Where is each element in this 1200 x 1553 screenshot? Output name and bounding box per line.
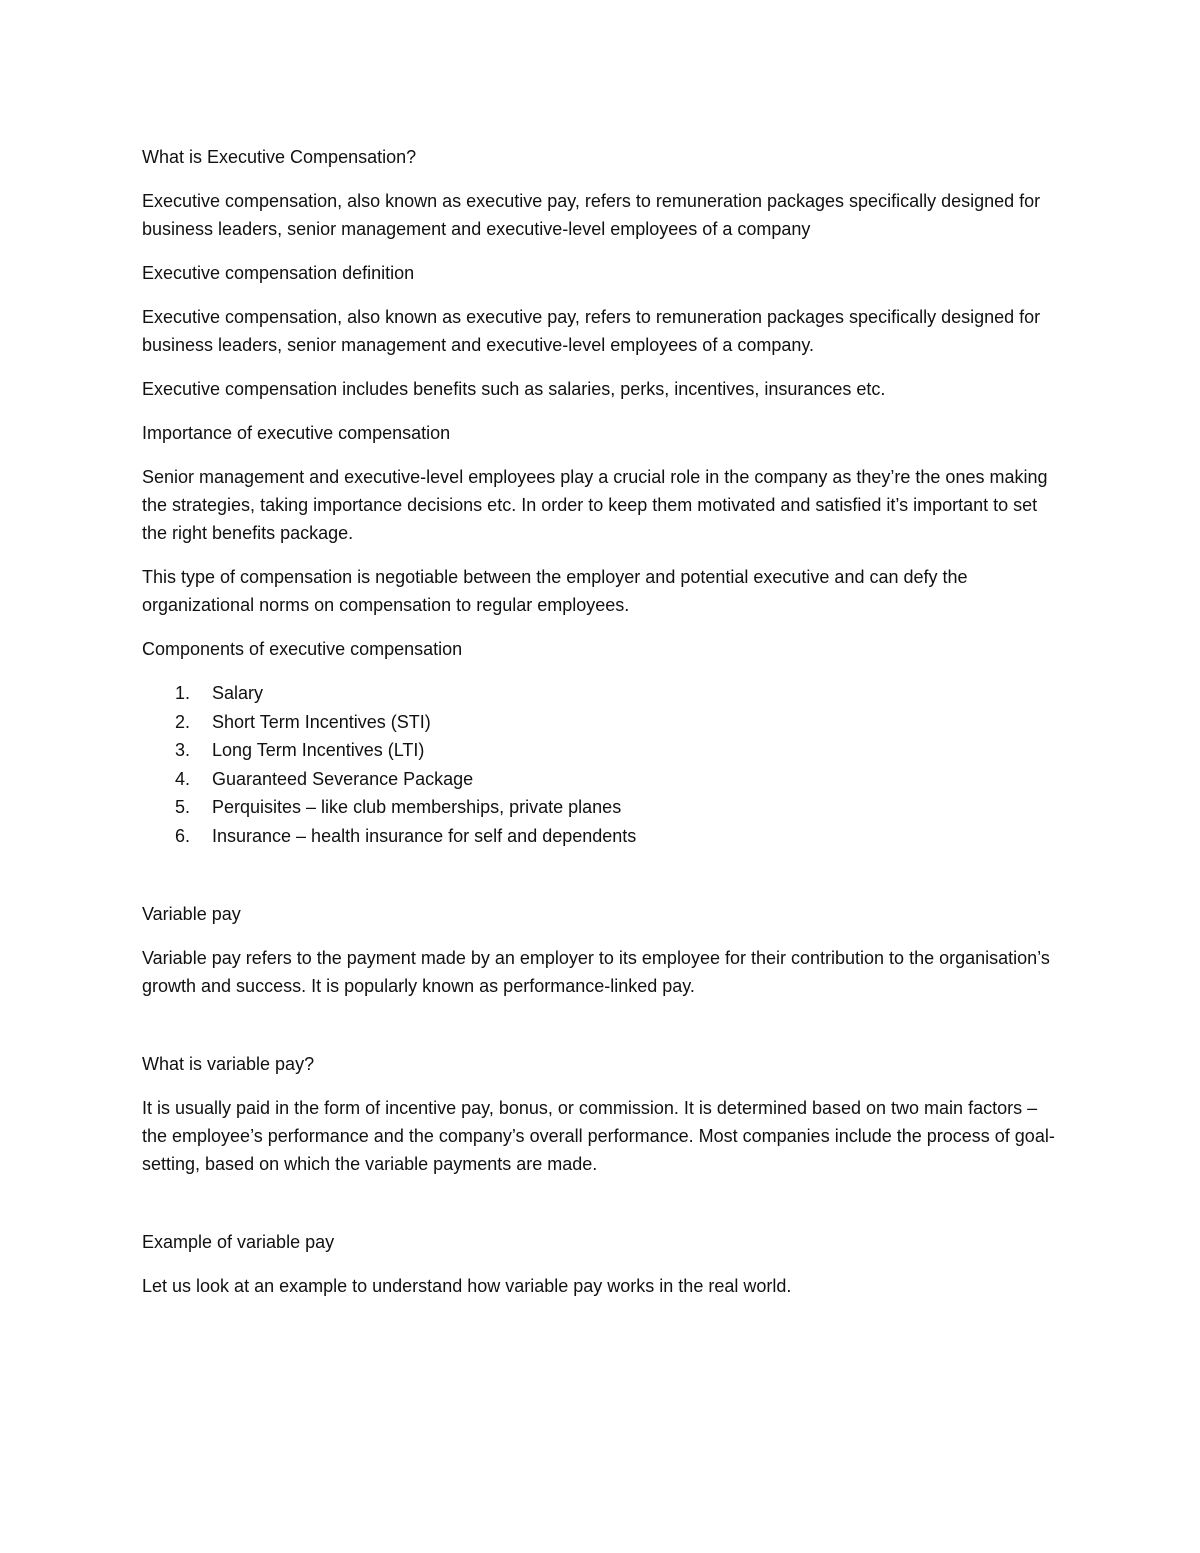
list-item-text: Short Term Incentives (STI) [212, 711, 431, 732]
list-item-number: 4. [175, 768, 191, 789]
paragraph-example: Let us look at an example to understand how variable pay works in the real world. [142, 1276, 792, 1296]
section-heading-components: Components of executive compensation [142, 639, 463, 659]
paragraph-variable-pay: Variable pay refers to the payment made by an employer to its employee for their contribution to the organisation’s growth and success. It is popularly known as performance-linked pay. [142, 948, 1050, 996]
list-item [142, 765, 1062, 794]
list-item-text: Insurance – health insurance for self and dependents [212, 825, 637, 846]
list-item-number: 5. [175, 797, 191, 817]
blank-line [142, 1016, 1062, 1050]
section-heading-variable-pay: Variable pay [142, 904, 241, 924]
section-heading-definition: Executive compensation definition [142, 263, 415, 283]
paragraph-negotiable: This type of compensation is negotiable between the employer and potential executive and can defy the organizational norms on compensation to regular employees. [142, 567, 968, 615]
list-item-text: Salary [212, 683, 264, 703]
list-item [142, 708, 1062, 737]
list-item-number: 1. [175, 683, 191, 703]
list-item [142, 679, 1062, 708]
list-item-text: Guaranteed Severance Package [212, 768, 474, 789]
components-list [142, 679, 1062, 850]
list-item-number: 2. [175, 711, 191, 732]
blank-line [142, 1194, 1062, 1228]
section-heading-importance: Importance of executive compensation [142, 423, 451, 443]
section-heading-what-is-variable-pay: What is variable pay? [142, 1054, 315, 1074]
blank-line [142, 866, 1062, 900]
paragraph-benefits: Executive compensation includes benefits such as salaries, perks, incentives, insurances etc. [142, 379, 886, 399]
list-item [142, 822, 1062, 851]
paragraph-importance: Senior management and executive-level employees play a crucial role in the company as they’re the ones making the strategies, taking importance decisions etc. In order to keep them motivated and satisfied it’s important to set the right benefits package. [142, 467, 1048, 543]
list-item [142, 793, 1062, 822]
paragraph-executive-compensation-intro: Executive compensation, also known as executive pay, refers to remuneration packages specifically designed for business leaders, senior management and executive-level employees of a company [142, 191, 1041, 239]
document-body [142, 143, 1062, 1316]
section-heading-what-is-executive-compensation: What is Executive Compensation? [142, 147, 417, 167]
list-item [142, 736, 1062, 765]
list-item-text: Long Term Incentives (LTI) [212, 740, 425, 760]
list-item-number: 6. [175, 825, 191, 846]
list-item-number: 3. [175, 740, 191, 760]
section-heading-example: Example of variable pay [142, 1232, 335, 1252]
paragraph-definition: Executive compensation, also known as executive pay, refers to remuneration packages specifically designed for business leaders, senior management and executive-level employees of a company. [142, 307, 1041, 355]
paragraph-what-is-variable-pay: It is usually paid in the form of incentive pay, bonus, or commission. It is determined based on two main factors – the employee’s performance and the company’s overall performance. Most companies include the process of goal-setting, based on which the variable payments are made. [142, 1098, 1055, 1174]
list-item-text: Perquisites – like club memberships, private planes [212, 797, 622, 817]
